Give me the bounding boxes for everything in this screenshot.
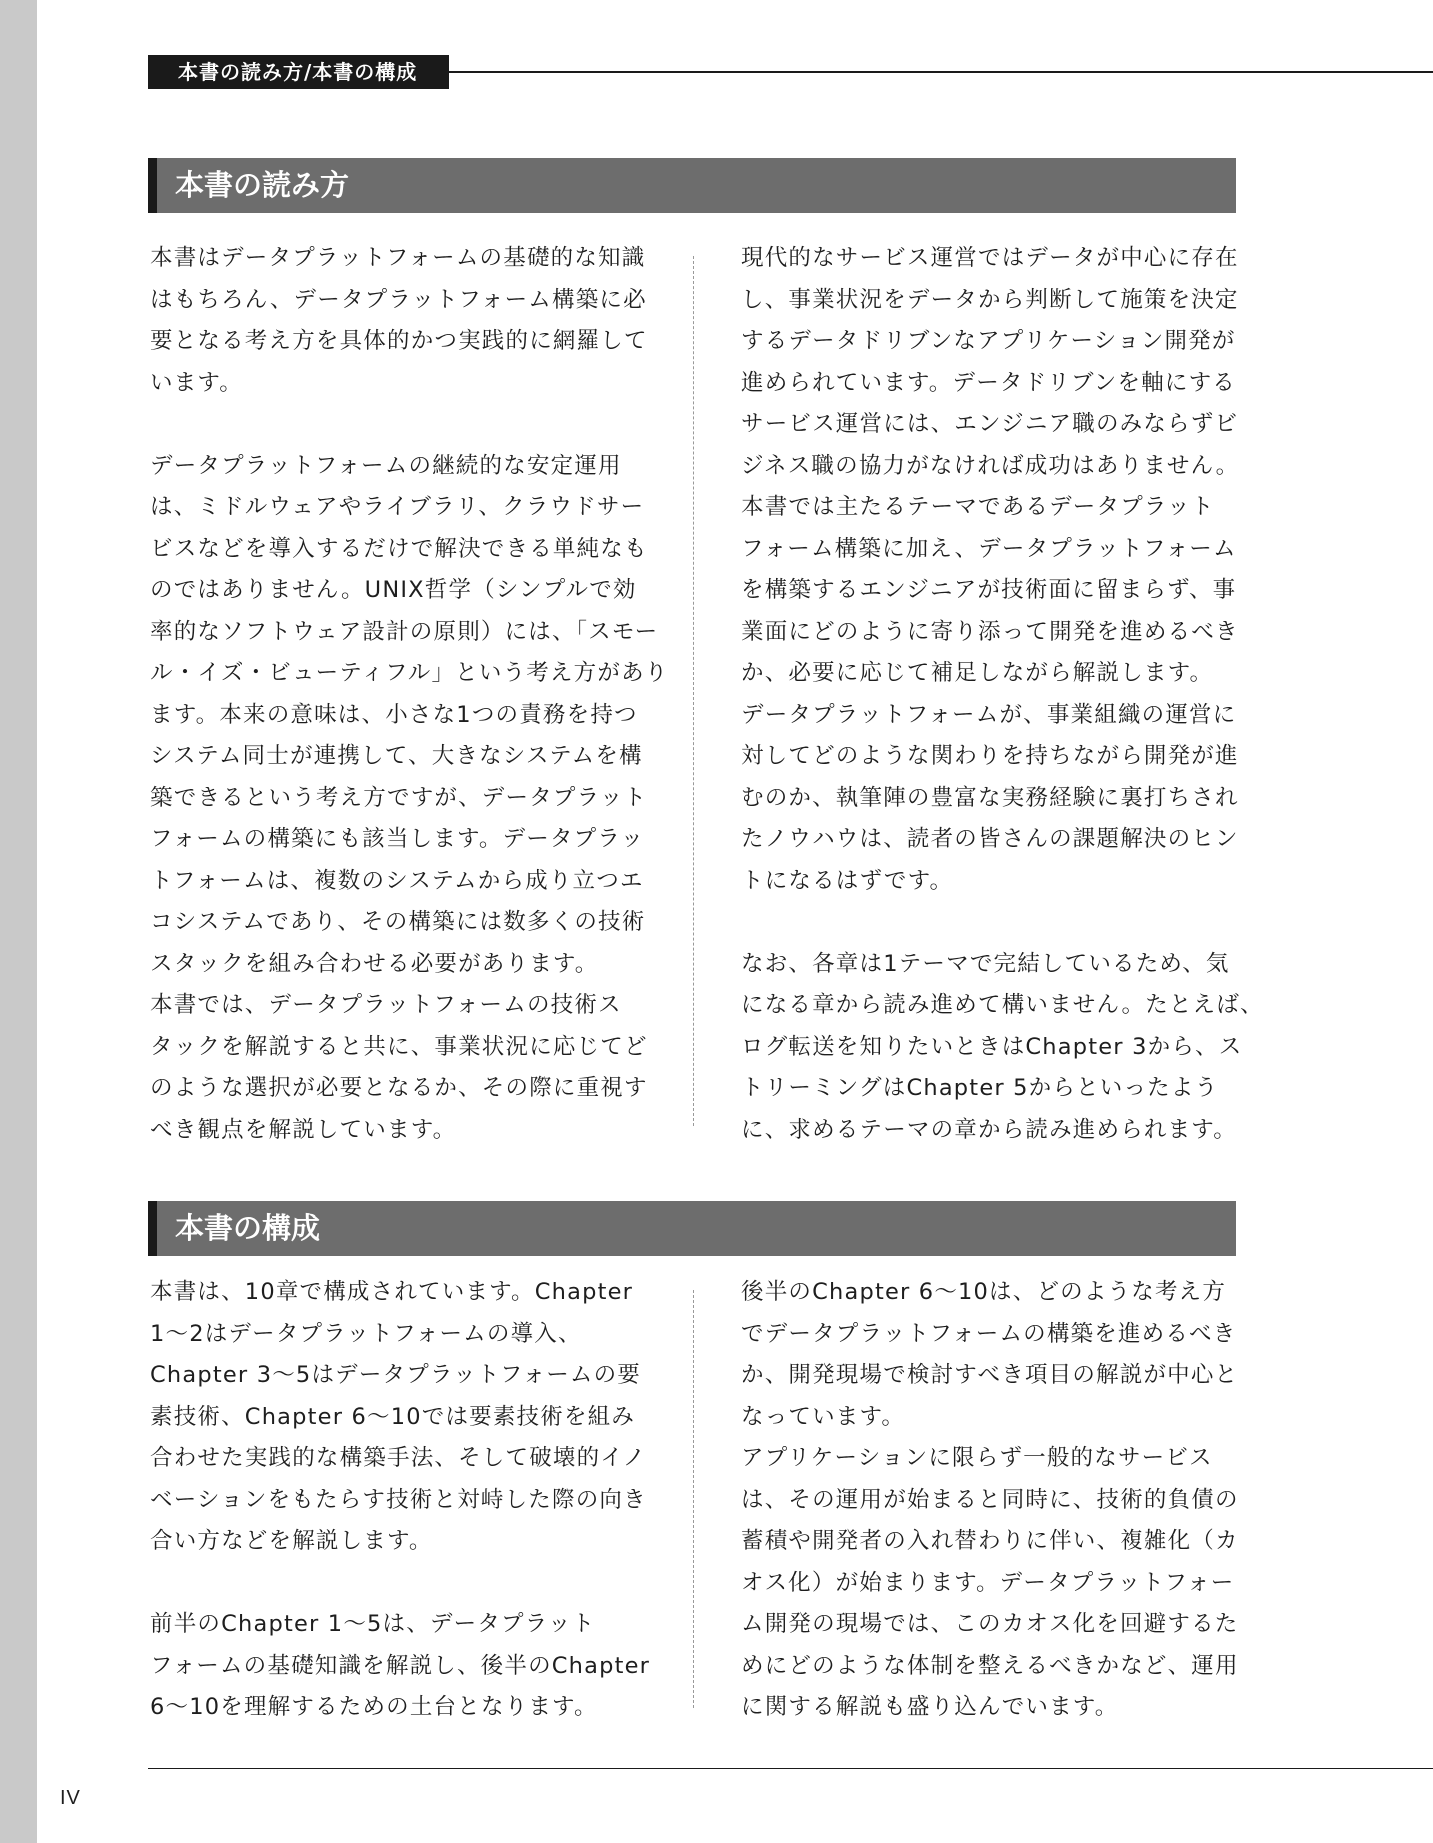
text-line: し、事業状況をデータから判断して施策を決定	[741, 286, 1239, 313]
section-heading-structure: 本書の構成	[148, 1201, 1236, 1256]
text-line: べき観点を解説しています。	[150, 1116, 457, 1143]
text-line: ベーションをもたらす技術と対峙した際の向き	[150, 1486, 647, 1513]
text-line: オス化）が始まります。データプラットフォー	[741, 1569, 1235, 1596]
text-line: のではありません。UNIX哲学（シンプルで効	[150, 577, 637, 603]
text-line: めにどのような体制を整えるべきかなど、運用	[741, 1652, 1239, 1679]
text-line: するデータドリブンなアプリケーション開発が	[741, 328, 1236, 354]
text-line: 築できるという考え方ですが、データプラット	[150, 784, 648, 811]
text-line: サービス運営には、エンジニア職のみならずビ	[741, 411, 1239, 437]
text-line: は、その運用が始まると同時に、技術的負債の	[741, 1486, 1239, 1513]
text-line: 要となる考え方を具体的かつ実践的に網羅して	[150, 328, 648, 354]
text-line: フォームの基礎知識を解説し、後半のChapter	[150, 1652, 651, 1679]
text-line: データプラットフォームの継続的な安定運用	[150, 452, 622, 479]
text-line: か、開発現場で検討すべき項目の解説が中心と	[741, 1362, 1239, 1388]
text-line: トフォームは、複数のシステムから成り立つエ	[150, 867, 644, 894]
text-line: むのか、執筆陣の豊富な実務経験に裏打ちされ	[741, 784, 1239, 811]
text-line: はもちろん、データプラットフォーム構築に必	[150, 286, 647, 313]
text-line: トリーミングはChapter 5からといったよう	[741, 1075, 1219, 1101]
text-line: 素技術、Chapter 6〜10では要素技術を組み	[150, 1403, 636, 1430]
text-line: は、ミドルウェアやライブラリ、クラウドサー	[150, 494, 645, 520]
text-line: 本書はデータプラットフォームの基礎的な知識	[150, 245, 646, 271]
text-line: ログ転送を知りたいときはChapter 3から、ス	[741, 1033, 1243, 1060]
section1-left-column	[150, 238, 669, 1151]
text-line: のような選択が必要となるか、その際に重視す	[150, 1075, 648, 1101]
text-line: 対してどのような関わりを持ちながら開発が進	[741, 743, 1239, 769]
text-line: 蓄積や開発者の入れ替わりに伴い、複雑化（カ	[741, 1528, 1239, 1554]
text-line: たノウハウは、読者の皆さんの課題解決のヒン	[741, 826, 1239, 852]
text-line: アプリケーションに限らず一般的なサービス	[741, 1445, 1213, 1471]
text-line: 合い方などを解説します。	[150, 1528, 433, 1554]
section1-right-column	[741, 238, 1264, 1151]
page-edge-band	[0, 0, 37, 1843]
text-line: ル・イズ・ビューティフル」という考え方があり	[150, 660, 669, 686]
text-line: になる章から読み進めて構いません。たとえば、	[741, 992, 1264, 1018]
text-line: います。	[150, 369, 244, 396]
column-divider	[693, 1290, 694, 1708]
text-line: なお、各章は1テーマで完結しているため、気	[741, 950, 1230, 977]
text-line	[150, 404, 650, 446]
text-line: ます。本来の意味は、小さな1つの責務を持つ	[150, 701, 638, 728]
text-line: タックを解説すると共に、事業状況に応じてど	[150, 1033, 648, 1060]
text-line: 率的なソフトウェア設計の原則）には、「スモー	[150, 618, 659, 645]
text-line: 本書は、10章で構成されています。Chapter	[150, 1279, 634, 1305]
text-line: スタックを組み合わせる必要があります。	[150, 950, 599, 977]
text-line: コシステムであり、その構築には数多くの技術	[150, 909, 646, 935]
text-line: トになるはずです。	[741, 867, 954, 894]
text-line: 1〜2はデータプラットフォームの導入、	[150, 1320, 582, 1347]
section2-right-column	[741, 1272, 1241, 1729]
text-line: ビスなどを導入するだけで解決できる単純なも	[150, 535, 648, 562]
text-line: 業面にどのように寄り添って開発を進めるべき	[741, 618, 1239, 645]
section-heading-how-to-read: 本書の読み方	[148, 158, 1236, 213]
text-line: 合わせた実践的な構築手法、そして破壊的イノ	[150, 1445, 647, 1471]
text-line	[150, 1563, 650, 1605]
footer-rule	[148, 1768, 1433, 1769]
text-line: フォーム構築に加え、データプラットフォーム	[741, 535, 1237, 562]
text-line: 前半のChapter 1〜5は、データプラット	[150, 1611, 596, 1637]
text-line: に、求めるテーマの章から読み進められます。	[741, 1116, 1237, 1143]
text-line: 本書では、データプラットフォームの技術ス	[150, 992, 622, 1018]
text-line: でデータプラットフォームの構築を進めるべき	[741, 1320, 1237, 1347]
text-line: を構築するエンジニアが技術面に留まらず、事	[741, 577, 1237, 603]
text-line: 本書では主たるテーマであるデータプラット	[741, 494, 1215, 520]
text-line: ム開発の現場では、このカオス化を回避するた	[741, 1611, 1239, 1637]
text-line: フォームの構築にも該当します。データプラッ	[150, 826, 645, 852]
page-number: IV	[60, 1787, 81, 1809]
text-line: Chapter 3〜5はデータプラットフォームの要	[150, 1362, 641, 1388]
column-divider	[693, 256, 694, 1126]
text-line: 進められています。データドリブンを軸にする	[741, 369, 1237, 396]
text-line: 後半のChapter 6〜10は、どのような考え方	[741, 1279, 1227, 1305]
text-line	[741, 902, 1241, 944]
text-line: なっています。	[741, 1403, 906, 1430]
text-line: システム同士が連携して、大きなシステムを構	[150, 743, 643, 769]
running-header: 本書の読み方/本書の構成	[148, 55, 449, 89]
text-line: データプラットフォームが、事業組織の運営に	[741, 701, 1237, 728]
text-line: 6〜10を理解するための土台となります。	[150, 1694, 598, 1720]
text-line: 現代的なサービス運営ではデータが中心に存在	[741, 245, 1239, 271]
text-line: か、必要に応じて補足しながら解説します。	[741, 660, 1214, 686]
text-line: ジネス職の協力がなければ成功はありません。	[741, 452, 1240, 479]
section2-left-column	[150, 1272, 650, 1729]
text-line: に関する解説も盛り込んでいます。	[741, 1694, 1119, 1720]
